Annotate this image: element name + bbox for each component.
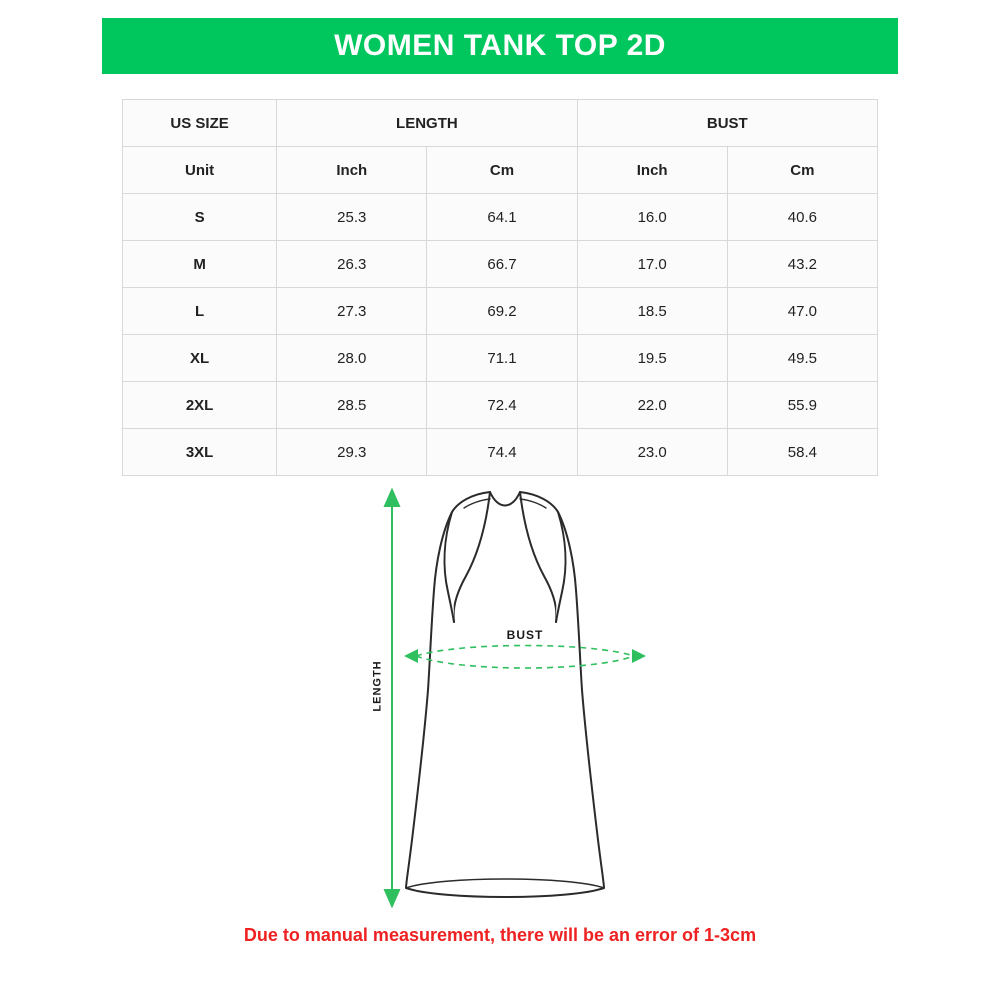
garment-diagram (0, 480, 1000, 930)
cell-length-cm: 66.7 (427, 241, 577, 288)
cell-size: 2XL (123, 382, 277, 429)
cell-bust-inch: 22.0 (577, 382, 727, 429)
unit-label: Unit (123, 147, 277, 194)
bust-measure-icon (400, 640, 650, 680)
table-unit-row (123, 147, 878, 194)
cell-size: S (123, 194, 277, 241)
cell-length-inch: 28.0 (277, 335, 427, 382)
table-row (123, 194, 878, 241)
cell-bust-cm: 58.4 (727, 429, 877, 476)
length-measure-label: LENGTH (371, 660, 384, 712)
unit-length-inch: Inch (277, 147, 427, 194)
cell-bust-cm: 55.9 (727, 382, 877, 429)
header-length: LENGTH (277, 100, 577, 147)
cell-length-cm: 71.1 (427, 335, 577, 382)
cell-length-cm: 72.4 (427, 382, 577, 429)
page-title: WOMEN TANK TOP 2D (334, 29, 666, 62)
size-table (122, 99, 878, 476)
cell-bust-inch: 16.0 (577, 194, 727, 241)
cell-size: XL (123, 335, 277, 382)
cell-bust-cm: 47.0 (727, 288, 877, 335)
cell-bust-cm: 40.6 (727, 194, 877, 241)
unit-bust-inch: Inch (577, 147, 727, 194)
cell-bust-inch: 17.0 (577, 241, 727, 288)
table-row (123, 335, 878, 382)
table-header-row (123, 100, 878, 147)
header-bust: BUST (577, 100, 877, 147)
cell-bust-inch: 23.0 (577, 429, 727, 476)
cell-length-cm: 64.1 (427, 194, 577, 241)
cell-length-inch: 29.3 (277, 429, 427, 476)
cell-length-cm: 74.4 (427, 429, 577, 476)
cell-bust-inch: 18.5 (577, 288, 727, 335)
cell-length-inch: 28.5 (277, 382, 427, 429)
table-row (123, 429, 878, 476)
header-banner (102, 18, 898, 74)
size-table-container (122, 99, 878, 476)
table-row (123, 382, 878, 429)
header-us-size: US SIZE (123, 100, 277, 147)
cell-size: M (123, 241, 277, 288)
cell-bust-cm: 49.5 (727, 335, 877, 382)
bust-measure-label: BUST (506, 628, 544, 642)
cell-length-inch: 25.3 (277, 194, 427, 241)
cell-size: L (123, 288, 277, 335)
cell-length-cm: 69.2 (427, 288, 577, 335)
table-row (123, 241, 878, 288)
cell-bust-inch: 19.5 (577, 335, 727, 382)
cell-bust-cm: 43.2 (727, 241, 877, 288)
cell-length-inch: 27.3 (277, 288, 427, 335)
cell-length-inch: 26.3 (277, 241, 427, 288)
cell-size: 3XL (123, 429, 277, 476)
measurement-disclaimer: Due to manual measurement, there will be an error of 1-3cm (243, 925, 757, 945)
unit-length-cm: Cm (427, 147, 577, 194)
unit-bust-cm: Cm (727, 147, 877, 194)
table-row (123, 288, 878, 335)
